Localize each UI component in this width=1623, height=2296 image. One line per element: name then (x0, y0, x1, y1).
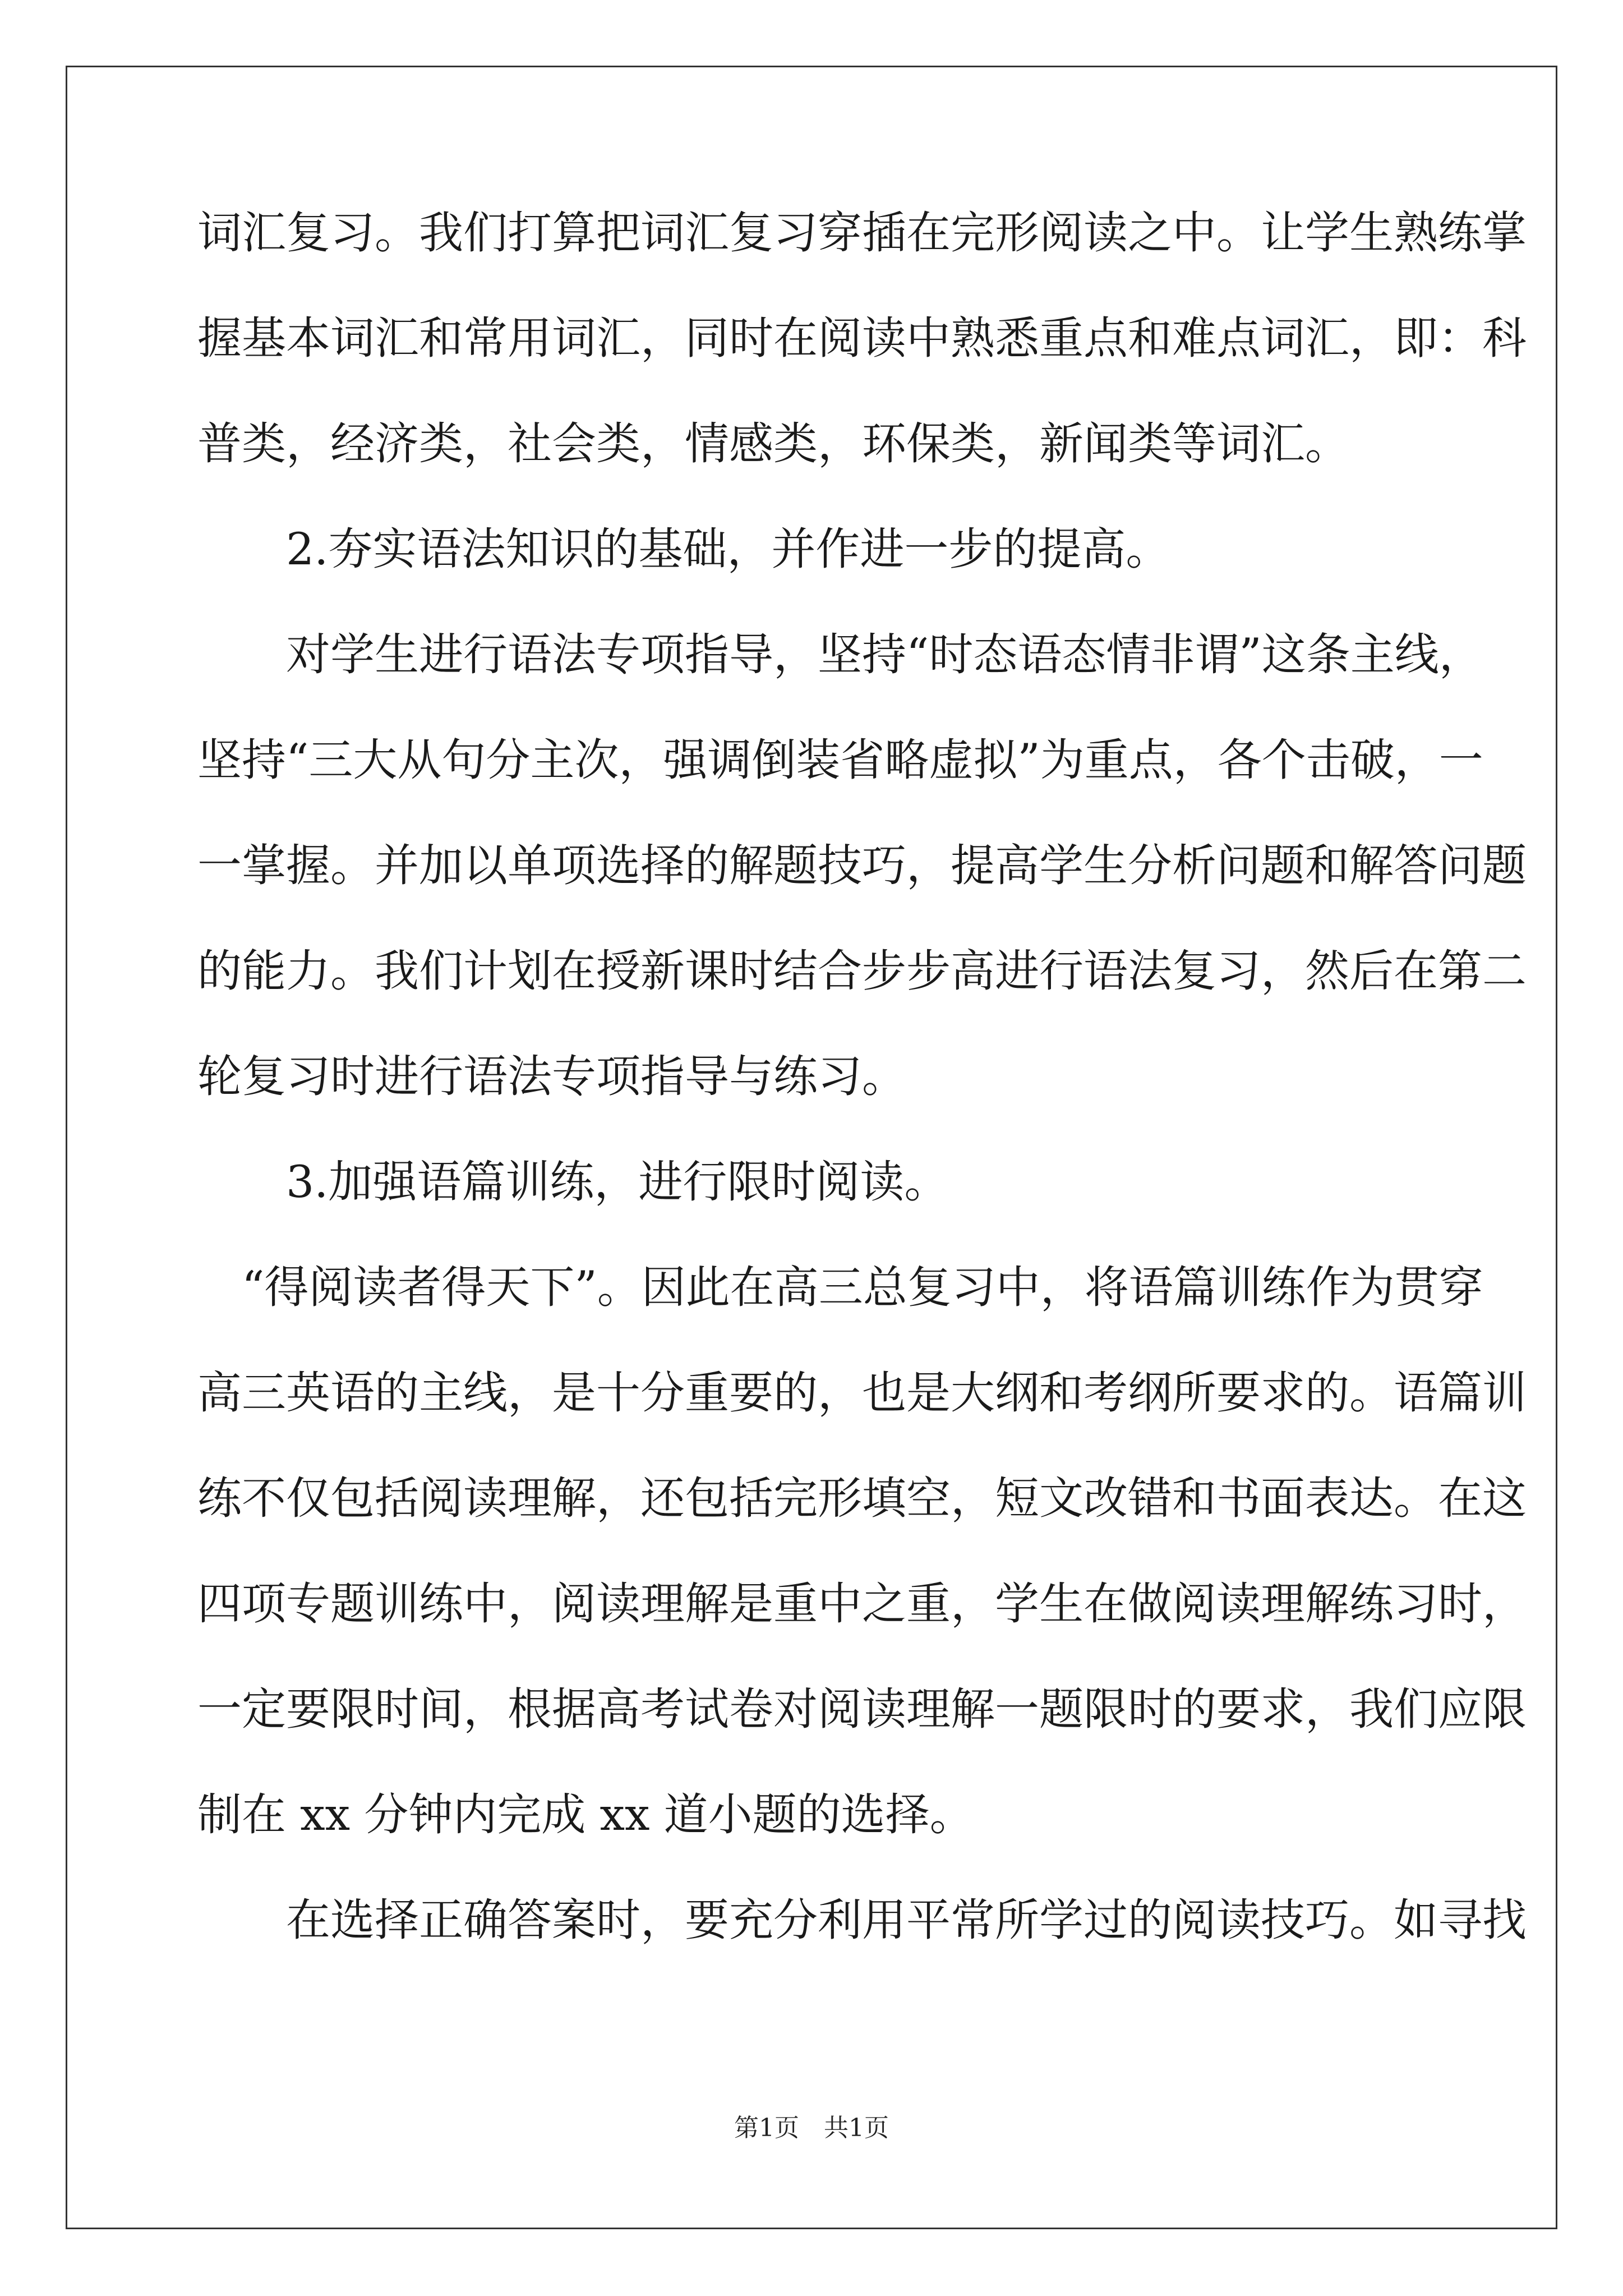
text-line: 在选择正确答案时，要充分利用平常所学过的阅读技巧。如寻找 (197, 1894, 1527, 1946)
text-line: 制在 xx 分钟内完成 xx 道小题的选择。 (197, 1789, 974, 1841)
text-line: 2.夯实语法知识的基础，并作进一步的提高。 (197, 523, 1170, 575)
text-line: 对学生进行语法专项指导，坚持“时态语态情非谓”这条主线， (197, 629, 1483, 680)
text-line: 一掌握。并加以单项选择的解题技巧，提高学生分析问题和解答问题 (197, 840, 1527, 891)
text-line: 的能力。我们计划在授新课时结合步步高进行语法复习，然后在第二 (197, 945, 1527, 997)
text-line: 3.加强语篇训练，进行限时阅读。 (197, 1156, 949, 1208)
page-number-footer: 第1页 共1页 (734, 2114, 889, 2142)
text-line: 坚持“三大从句分主次，强调倒装省略虚拟”为重点，各个击破，一 (197, 734, 1483, 786)
text-line: 握基本词汇和常用词汇，同时在阅读中熟悉重点和难点词汇，即：科 (197, 312, 1527, 364)
text-line: 词汇复习。我们打算把词汇复习穿插在完形阅读之中。让学生熟练掌 (197, 207, 1527, 259)
text-line: 轮复习时进行语法专项指导与练习。 (197, 1051, 906, 1102)
text-line: 高三英语的主线，是十分重要的，也是大纲和考纲所要求的。语篇训 (197, 1367, 1527, 1419)
text-line: 普类，经济类，社会类，情感类，环保类，新闻类等词汇。 (197, 418, 1349, 470)
text-line: 练不仅包括阅读理解，还包括完形填空，短文改错和书面表达。在这 (197, 1473, 1527, 1524)
text-line: “得阅读者得天下”。因此在高三总复习中，将语篇训练作为贯穿 (197, 1262, 1483, 1313)
text-line: 四项专题训练中，阅读理解是重中之重，学生在做阅读理解练习时， (197, 1578, 1527, 1630)
text-line: 一定要限时间，根据高考试卷对阅读理解一题限时的要求，我们应限 (197, 1683, 1527, 1735)
